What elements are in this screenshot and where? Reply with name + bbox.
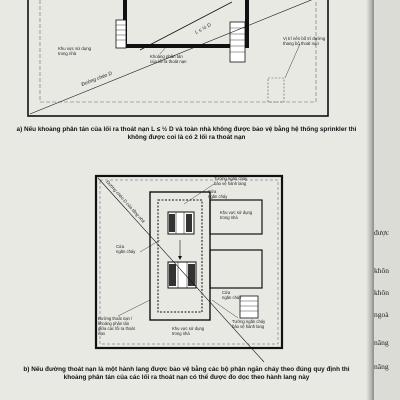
page-gutter-shadow <box>366 0 374 400</box>
stair-bottom <box>168 262 196 288</box>
caption-b: b) Nếu đường thoát nạn là một hành lang được bảo vệ bằng các bộ phận ngăn cháy theo đúng quy định thì khoảng phân tán của các lối ra thoát nạn có thể được đo dọc theo hành lang này <box>23 366 350 381</box>
next-page-edge <box>372 0 400 400</box>
stair-left <box>116 20 126 48</box>
next-page-word-6: năng <box>374 362 389 371</box>
usage-bottom-label: Khu vực sử dụng trong nhà <box>172 326 205 336</box>
next-page-word-4: ngoà <box>374 310 389 319</box>
next-page-word-1: được <box>374 228 390 237</box>
suggested-stair <box>268 78 284 102</box>
exit-gap-label: Khoảng phân tán của lối ra thoát nạn <box>150 54 187 64</box>
usage-top-label: Khu vực sử dụng trong nhà <box>220 210 253 220</box>
firewall-bottom-label: Tường ngăn cháy bảo vệ hành lang <box>232 319 266 329</box>
caption-a: a) Nếu khoảng phân tán của lối ra thoát nạn L ≤ ½ D và toàn nhà không được bảo vệ bằng hệ thống sprinkler thì không được coi là có 2 lối ra thoát nạn <box>16 126 357 141</box>
diagonal-d-label-b: Đường chéo D của tầng nhà <box>105 179 146 224</box>
figure-a <box>28 0 328 116</box>
stair-lower-right <box>240 296 258 318</box>
diagonal-d-label: Đường chéo D <box>80 70 114 88</box>
usage-area-label-a: Khu vực sử dụng trong nhà <box>58 46 91 56</box>
exit-path-label: Đường thoát nạn / khoảng phân tán giữa các lối ra thoát nạn <box>98 316 135 336</box>
inner-room <box>125 0 247 46</box>
figure-b <box>96 176 282 362</box>
door-left-label: Cửa ngăn cháy <box>116 244 136 254</box>
stair-top <box>168 212 194 234</box>
l-dimension-line <box>140 2 232 50</box>
next-page-word-2: khôn <box>374 266 389 275</box>
door-right-label: Cửa ngăn cháy <box>222 290 242 300</box>
door-top-label: Cửa ngăn cháy <box>208 189 228 199</box>
stair-position-label: Vị trí nên bố trí đường thang bộ thoát nạn <box>283 36 326 46</box>
l-formula-label: L ≤ ½ D <box>194 22 213 36</box>
next-page-word-3: khôn <box>374 288 389 297</box>
firewall-top-label: Tường ngăn cháy bảo vệ hành lang <box>214 176 248 186</box>
next-page-word-5: năng <box>374 338 389 347</box>
